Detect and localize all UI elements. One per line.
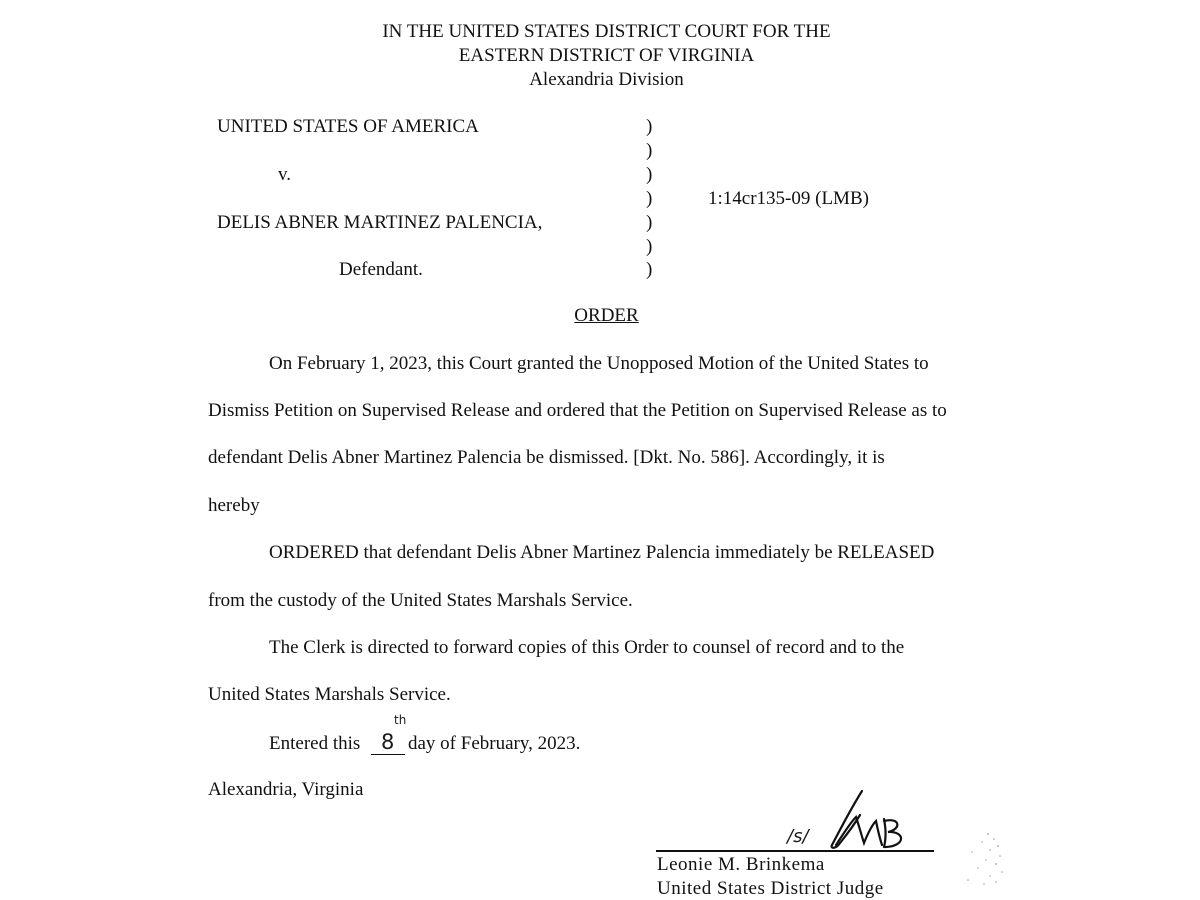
caption-versus: v. [278, 164, 292, 185]
signature-slash-s: /s/ [787, 826, 809, 847]
caption-paren: ) [646, 259, 653, 280]
caption-paren: ) [646, 116, 653, 137]
judge-title: United States District Judge [657, 878, 884, 899]
judge-name: Leonie M. Brinkema [657, 854, 825, 875]
order-location: Alexandria, Virginia [208, 779, 364, 800]
caption-paren: ) [646, 212, 653, 233]
seal-speckle-mark [960, 830, 1010, 890]
entered-prefix: Entered this [269, 733, 361, 754]
entered-day-suffix-handwritten: th [394, 713, 407, 727]
court-name-line1: IN THE UNITED STATES DISTRICT COURT FOR THE [382, 21, 831, 42]
order-para1-line3: defendant Delis Abner Martinez Palencia be dismissed. [Dkt. No. 586]. Accordingly, it is [208, 447, 885, 468]
order-para1-line2: Dismiss Petition on Supervised Release and ordered that the Petition on Supervised Release as to [208, 400, 947, 421]
order-para3-line2: United States Marshals Service. [208, 684, 451, 705]
caption-paren: ) [646, 188, 653, 209]
caption-paren: ) [646, 236, 653, 257]
signature-line [656, 850, 934, 852]
caption-plaintiff: UNITED STATES OF AMERICA [217, 116, 479, 137]
entered-suffix: day of February, 2023. [408, 733, 581, 754]
court-division: Alexandria Division [529, 69, 684, 90]
order-para2-line2: from the custody of the United States Marshals Service. [208, 590, 633, 611]
order-para1-line1: On February 1, 2023, this Court granted the Unopposed Motion of the United States to [269, 353, 929, 374]
case-number: 1:14cr135-09 (LMB) [708, 188, 869, 209]
order-para3-line1: The Clerk is directed to forward copies of this Order to counsel of record and to the [269, 637, 905, 658]
entered-day-handwritten: 8 [381, 730, 395, 754]
entered-day-blank [371, 754, 405, 755]
order-para2-line1: ORDERED that defendant Delis Abner Martinez Palencia immediately be RELEASED [269, 542, 935, 563]
signature-initials-mark [820, 785, 920, 855]
caption-paren: ) [646, 164, 653, 185]
caption-paren: ) [646, 140, 653, 161]
caption-defendant-role: Defendant. [339, 259, 423, 280]
caption-defendant-name: DELIS ABNER MARTINEZ PALENCIA, [217, 212, 543, 233]
order-para1-line4: hereby [208, 495, 260, 516]
order-title: ORDER [574, 305, 639, 326]
court-name-line2: EASTERN DISTRICT OF VIRGINIA [458, 45, 755, 66]
